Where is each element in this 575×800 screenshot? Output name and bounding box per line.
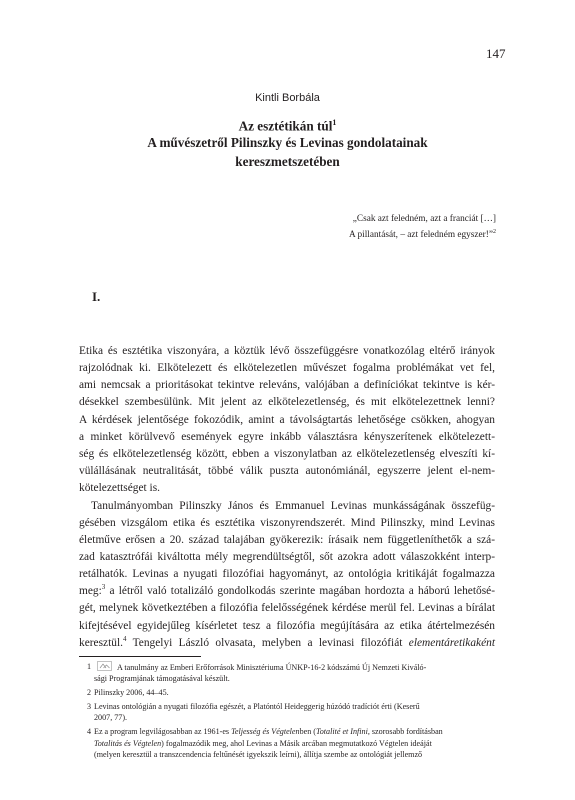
epigraph-line-1: „Csak azt feledném, azt a franciát […] <box>352 214 496 224</box>
footnote-separator <box>79 656 201 657</box>
section-heading: I. <box>92 289 101 304</box>
footnote-line: Ez a program legvilágosabban az 1961-es Teljesség és Végtelenben (Totalité et Infini, szorosabb fordításban <box>94 727 443 737</box>
footnote-ref-4[interactable]: 4 <box>122 634 127 643</box>
footnote-line: Totalitás és Végtelen) fogalmazódik meg, ahol Levinas a Másik arcában megmutatkozó Végtelen ideáját <box>94 738 432 748</box>
footnote-line: Pilinszky 2006, 44–45. <box>94 688 169 698</box>
footnotes <box>79 661 495 763</box>
paragraph-line: Tanulmányomban Pilinszky János és Emmanuel Levinas munkásságának összefüg- <box>91 499 495 512</box>
paragraph-line: vülállásának neutralitását, többé válik puszta autonómiánál, egyszerre jelent el-nem- <box>79 465 495 478</box>
footnote-line: Levinas ontológián a nyugati filozófia egészét, a Platóntól Heideggerig húzódó tradíciót érti (Keserű <box>94 702 420 712</box>
author-name: Kintli Borbála <box>255 92 320 104</box>
paragraph-line: désekkel szembesülünk. Mit jelent az elkötelezetlenség, és mit elkötelezettnek lenni? <box>79 396 495 409</box>
paragraph-2 <box>79 498 495 652</box>
footnote-4 <box>79 726 495 760</box>
paragraph-line: gét, melynek következtében a filozófia felelősségének kérdése merül fel. Levinas a bírálat <box>79 602 495 615</box>
paragraph-line: a minket körülvevő események egyre inkább választásra kényszerítenek elkötelezett- <box>79 430 495 443</box>
title-line-2: A művészetről Pilinszky és Levinas gondolatainak <box>147 134 428 150</box>
title-footnote-ref[interactable]: 1 <box>332 118 337 127</box>
footnote-ref-3[interactable]: 3 <box>101 583 106 592</box>
page-number: 147 <box>486 46 506 61</box>
paragraph-line: kötelezettséget is. <box>79 482 160 495</box>
paragraph-line: A kérdések jelentősége fokozódik, amint a távolságtartás lehetősége csökken, ahogyan <box>79 413 495 426</box>
paragraph-line: zad katasztrófái kiváltotta mély megrendültségtől, sőt azokra adott válaszokként interp- <box>79 550 495 563</box>
unkp-logo-icon <box>97 661 112 671</box>
epigraph-line-2: A pillantását, – azt feledném egyszer!”$^2$ <box>348 229 496 241</box>
footnote-number: 2 <box>87 688 92 698</box>
footnote-line: 2007, 77). <box>94 713 128 723</box>
paragraph-line: retálhatók. Levinas a nyugati filozófiai hagyományt, az ontológia kritikáját fogalmazza <box>79 568 495 581</box>
title-line-1: Az esztétikán túl$^1$ <box>238 118 337 134</box>
paragraph-line: rajzolódnak ki. Elkötelezett és elkötelezetlen művészet fogalma problémákat vet fel, <box>79 362 495 375</box>
footnote-number: 4 <box>87 727 92 737</box>
paragraph-line: életműve erősen a 20. század talajában gyökerezik: írásaik nem függetleníthetők a szá- <box>79 533 495 546</box>
footnote-line: A tanulmány az Emberi Erőforrások Minisztériuma ÚNKP-16-2 kódszámú Új Nemzeti Kiváló- <box>94 661 495 673</box>
epigraph-footnote-ref[interactable]: 2 <box>493 229 496 235</box>
title-line-3: kereszmetszetében <box>235 154 340 169</box>
paragraph-1 <box>79 343 495 497</box>
footnote-2 <box>79 687 495 698</box>
paragraph-line: gésében vizsgálom etika és esztétika viszonyrendszerét. Mind Pilinszky, mind Levinas <box>79 516 495 529</box>
footnote-line: sági Programjának támogatásával készült. <box>94 674 230 684</box>
footnote-line: (melyen keresztül a transzcendencia feltűnését igyekszik leírni), állítja szembe az ontológiát jellemző <box>94 749 423 759</box>
paragraph-line: ami nemcsak a prioritásokat tekintve releváns, valójában a definíciókat tekintve is kér- <box>79 379 495 392</box>
paragraph-line: keresztül.$^4$ Tengelyi László olvasata, melyben a levinasi filozófiát elementáretikaként <box>79 634 495 649</box>
footnote-3 <box>79 701 495 723</box>
footnote-1 <box>79 661 495 684</box>
paragraph-line: Etika és esztétika viszonyára, a köztük lévő összefüggésre vonatkozólag eltérő irányok <box>79 345 495 357</box>
paragraph-line: kifejtésével egyidejűleg kísérletet tesz a filozófia megújítására az etika átértelmezésén <box>79 619 495 632</box>
footnote-number: 1 <box>87 662 92 671</box>
footnote-number: 3 <box>87 702 92 712</box>
paragraph-line: meg:$^3$ a létről való totalizáló gondolkodás szerinte magában hordozta a háború lehetősé- <box>79 583 495 598</box>
paragraph-line: ség és elkötelezetlenség között, ebben a viszonylatban az elkötelezetlenség elveszíti kí- <box>79 447 495 460</box>
epigraph <box>349 213 496 242</box>
